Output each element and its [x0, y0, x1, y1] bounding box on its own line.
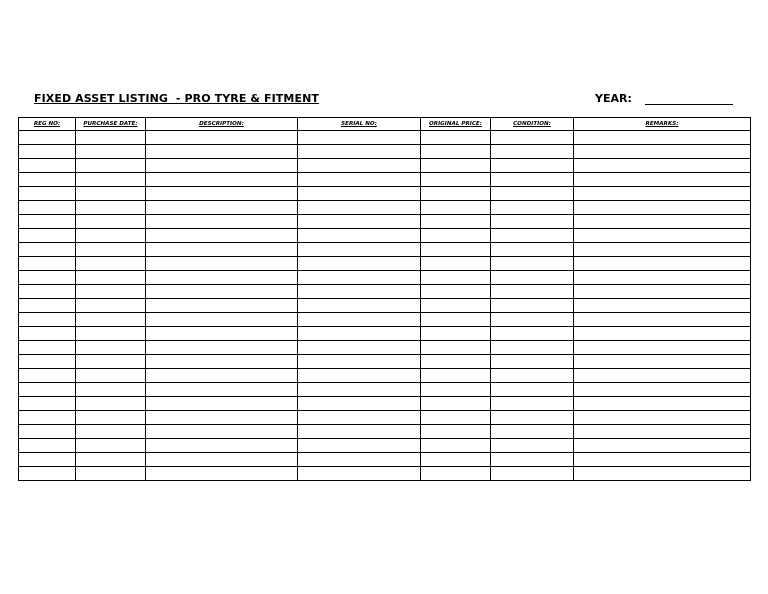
table-cell[interactable]	[76, 285, 146, 299]
table-cell[interactable]	[298, 229, 421, 243]
table-cell[interactable]	[76, 271, 146, 285]
table-cell[interactable]	[574, 467, 751, 481]
table-row	[19, 425, 751, 439]
table-cell[interactable]	[146, 173, 298, 187]
table-cell[interactable]	[421, 187, 491, 201]
table-cell[interactable]	[574, 299, 751, 313]
table-cell[interactable]	[146, 159, 298, 173]
table-cell[interactable]	[146, 145, 298, 159]
table-cell[interactable]	[421, 327, 491, 341]
table-cell[interactable]	[76, 313, 146, 327]
table-cell[interactable]	[19, 145, 76, 159]
table-cell[interactable]	[76, 439, 146, 453]
table-cell[interactable]	[76, 173, 146, 187]
table-cell[interactable]	[146, 131, 298, 145]
table-cell[interactable]	[574, 271, 751, 285]
table-cell[interactable]	[146, 313, 298, 327]
table-cell[interactable]	[491, 453, 574, 467]
col-header-original-price: ORIGINAL PRICE:	[421, 118, 491, 131]
col-header-remarks: REMARKS:	[574, 118, 751, 131]
table-cell[interactable]	[421, 215, 491, 229]
table-cell[interactable]	[76, 453, 146, 467]
table-cell[interactable]	[146, 383, 298, 397]
table-cell[interactable]	[146, 355, 298, 369]
table-cell[interactable]	[19, 411, 76, 425]
table-cell[interactable]	[19, 299, 76, 313]
table-cell[interactable]	[421, 383, 491, 397]
table-cell[interactable]	[146, 257, 298, 271]
table-cell[interactable]	[19, 173, 76, 187]
table-row	[19, 243, 751, 257]
table-row	[19, 327, 751, 341]
year-label: YEAR:	[595, 92, 632, 105]
table-cell[interactable]	[146, 397, 298, 411]
table-cell[interactable]	[76, 383, 146, 397]
col-header-condition: CONDITION:	[491, 118, 574, 131]
table-cell[interactable]	[298, 383, 421, 397]
table-cell[interactable]	[19, 257, 76, 271]
table-cell[interactable]	[574, 425, 751, 439]
table-row	[19, 159, 751, 173]
table-cell[interactable]	[491, 145, 574, 159]
asset-table	[18, 117, 751, 481]
table-cell[interactable]	[76, 257, 146, 271]
table-cell[interactable]	[146, 271, 298, 285]
table-cell[interactable]	[298, 439, 421, 453]
table-cell[interactable]	[574, 341, 751, 355]
table-row	[19, 215, 751, 229]
table-cell[interactable]	[574, 313, 751, 327]
table-cell[interactable]	[19, 355, 76, 369]
table-cell[interactable]	[421, 411, 491, 425]
table-cell[interactable]	[574, 439, 751, 453]
table-cell[interactable]	[491, 271, 574, 285]
table-cell[interactable]	[574, 159, 751, 173]
table-cell[interactable]	[298, 327, 421, 341]
table-cell[interactable]	[146, 411, 298, 425]
table-cell[interactable]	[421, 285, 491, 299]
table-cell[interactable]	[76, 159, 146, 173]
table-cell[interactable]	[491, 299, 574, 313]
table-cell[interactable]	[574, 145, 751, 159]
table-row	[19, 173, 751, 187]
table-cell[interactable]	[574, 215, 751, 229]
table-cell[interactable]	[421, 243, 491, 257]
year-field[interactable]	[645, 92, 733, 105]
table-cell[interactable]	[491, 159, 574, 173]
table-cell[interactable]	[19, 229, 76, 243]
table-row	[19, 411, 751, 425]
table-cell[interactable]	[19, 285, 76, 299]
table-cell[interactable]	[298, 271, 421, 285]
table-cell[interactable]	[421, 271, 491, 285]
table-cell[interactable]	[76, 411, 146, 425]
table-cell[interactable]	[491, 383, 574, 397]
table-cell[interactable]	[19, 187, 76, 201]
col-header-serial-no: SERIAL NO:	[298, 118, 421, 131]
table-cell[interactable]	[76, 341, 146, 355]
table-cell[interactable]	[19, 313, 76, 327]
table-cell[interactable]	[491, 285, 574, 299]
table-cell[interactable]	[421, 425, 491, 439]
table-cell[interactable]	[298, 145, 421, 159]
table-cell[interactable]	[574, 369, 751, 383]
table-cell[interactable]	[421, 453, 491, 467]
table-cell[interactable]	[574, 187, 751, 201]
table-cell[interactable]	[298, 243, 421, 257]
table-row	[19, 369, 751, 383]
table-cell[interactable]	[491, 439, 574, 453]
table-cell[interactable]	[298, 201, 421, 215]
table-cell[interactable]	[19, 369, 76, 383]
table-cell[interactable]	[421, 467, 491, 481]
table-cell[interactable]	[298, 159, 421, 173]
table-cell[interactable]	[298, 467, 421, 481]
table-row	[19, 145, 751, 159]
table-cell[interactable]	[76, 215, 146, 229]
table-cell[interactable]	[146, 187, 298, 201]
table-cell[interactable]	[574, 397, 751, 411]
table-row	[19, 341, 751, 355]
table-cell[interactable]	[298, 425, 421, 439]
table-cell[interactable]	[421, 313, 491, 327]
table-cell[interactable]	[298, 215, 421, 229]
table-row	[19, 299, 751, 313]
table-cell[interactable]	[491, 187, 574, 201]
table-cell[interactable]	[146, 467, 298, 481]
table-cell[interactable]	[298, 411, 421, 425]
table-cell[interactable]	[146, 453, 298, 467]
table-cell[interactable]	[421, 173, 491, 187]
table-cell[interactable]	[421, 229, 491, 243]
table-cell[interactable]	[421, 145, 491, 159]
table-cell[interactable]	[19, 453, 76, 467]
table-cell[interactable]	[491, 341, 574, 355]
table-cell[interactable]	[574, 229, 751, 243]
table-cell[interactable]	[19, 327, 76, 341]
table-cell[interactable]	[421, 299, 491, 313]
table-cell[interactable]	[76, 243, 146, 257]
table-cell[interactable]	[76, 467, 146, 481]
table-cell[interactable]	[298, 397, 421, 411]
table-cell[interactable]	[298, 369, 421, 383]
table-cell[interactable]	[76, 145, 146, 159]
table-row	[19, 201, 751, 215]
table-cell[interactable]	[146, 285, 298, 299]
table-cell[interactable]	[574, 453, 751, 467]
table-row	[19, 439, 751, 453]
table-cell[interactable]	[491, 411, 574, 425]
table-cell[interactable]	[491, 425, 574, 439]
table-cell[interactable]	[146, 215, 298, 229]
table-cell[interactable]	[421, 131, 491, 145]
table-row	[19, 271, 751, 285]
table-cell[interactable]	[298, 299, 421, 313]
table-cell[interactable]	[146, 425, 298, 439]
table-cell[interactable]	[298, 285, 421, 299]
table-row	[19, 187, 751, 201]
table-row	[19, 397, 751, 411]
table-cell[interactable]	[421, 369, 491, 383]
table-cell[interactable]	[76, 187, 146, 201]
table-row	[19, 285, 751, 299]
table-cell[interactable]	[491, 201, 574, 215]
document-title: FIXED ASSET LISTING - PRO TYRE & FITMENT	[34, 92, 319, 105]
table-cell[interactable]	[491, 327, 574, 341]
table-cell[interactable]	[491, 131, 574, 145]
table-cell[interactable]	[574, 243, 751, 257]
table-cell[interactable]	[421, 201, 491, 215]
table-row	[19, 453, 751, 467]
table-cell[interactable]	[19, 341, 76, 355]
table-cell[interactable]	[76, 425, 146, 439]
table-cell[interactable]	[491, 173, 574, 187]
table-cell[interactable]	[76, 201, 146, 215]
table-cell[interactable]	[19, 215, 76, 229]
table-cell[interactable]	[76, 131, 146, 145]
table-cell[interactable]	[298, 173, 421, 187]
table-cell[interactable]	[76, 327, 146, 341]
table-cell[interactable]	[298, 341, 421, 355]
table-cell[interactable]	[146, 439, 298, 453]
table-cell[interactable]	[298, 355, 421, 369]
table-cell[interactable]	[146, 327, 298, 341]
table-cell[interactable]	[76, 369, 146, 383]
table-body	[19, 131, 751, 481]
table-cell[interactable]	[298, 313, 421, 327]
table-cell[interactable]	[574, 383, 751, 397]
table-cell[interactable]	[491, 257, 574, 271]
table-cell[interactable]	[298, 453, 421, 467]
table-row	[19, 131, 751, 145]
table-cell[interactable]	[421, 397, 491, 411]
table-cell[interactable]	[76, 397, 146, 411]
table-row	[19, 467, 751, 481]
table-cell[interactable]	[491, 215, 574, 229]
table-cell[interactable]	[76, 229, 146, 243]
table-cell[interactable]	[146, 369, 298, 383]
table-cell[interactable]	[298, 257, 421, 271]
table-cell[interactable]	[76, 299, 146, 313]
table-cell[interactable]	[491, 243, 574, 257]
table-cell[interactable]	[574, 131, 751, 145]
table-cell[interactable]	[574, 411, 751, 425]
table-cell[interactable]	[491, 467, 574, 481]
table-cell[interactable]	[491, 369, 574, 383]
table-cell[interactable]	[421, 257, 491, 271]
table-row	[19, 257, 751, 271]
table-cell[interactable]	[19, 439, 76, 453]
table-cell[interactable]	[574, 327, 751, 341]
table-row	[19, 383, 751, 397]
table-cell[interactable]	[146, 229, 298, 243]
table-cell[interactable]	[421, 439, 491, 453]
table-cell[interactable]	[19, 271, 76, 285]
table-cell[interactable]	[19, 243, 76, 257]
table-cell[interactable]	[491, 313, 574, 327]
table-cell[interactable]	[574, 257, 751, 271]
table-cell[interactable]	[491, 229, 574, 243]
table-cell[interactable]	[19, 201, 76, 215]
table-cell[interactable]	[76, 355, 146, 369]
table-cell[interactable]	[19, 131, 76, 145]
table-cell[interactable]	[19, 425, 76, 439]
table-cell[interactable]	[19, 467, 76, 481]
table-cell[interactable]	[146, 341, 298, 355]
table-cell[interactable]	[421, 341, 491, 355]
table-row	[19, 355, 751, 369]
col-header-purchase-date: PURCHASE DATE:	[76, 118, 146, 131]
table-cell[interactable]	[574, 355, 751, 369]
table-cell[interactable]	[19, 397, 76, 411]
table-row	[19, 229, 751, 243]
col-header-reg-no: REG NO:	[19, 118, 76, 131]
table-cell[interactable]	[421, 159, 491, 173]
table-cell[interactable]	[421, 355, 491, 369]
table-cell[interactable]	[491, 355, 574, 369]
table-cell[interactable]	[19, 383, 76, 397]
table-cell[interactable]	[298, 131, 421, 145]
table-cell[interactable]	[574, 285, 751, 299]
table-header-row	[19, 118, 751, 131]
table-cell[interactable]	[491, 397, 574, 411]
table-cell[interactable]	[146, 299, 298, 313]
table-cell[interactable]	[146, 201, 298, 215]
table-cell[interactable]	[146, 243, 298, 257]
table-cell[interactable]	[298, 187, 421, 201]
table-cell[interactable]	[574, 201, 751, 215]
table-cell[interactable]	[574, 173, 751, 187]
table-cell[interactable]	[19, 159, 76, 173]
table-row	[19, 313, 751, 327]
col-header-description: DESCRIPTION:	[146, 118, 298, 131]
